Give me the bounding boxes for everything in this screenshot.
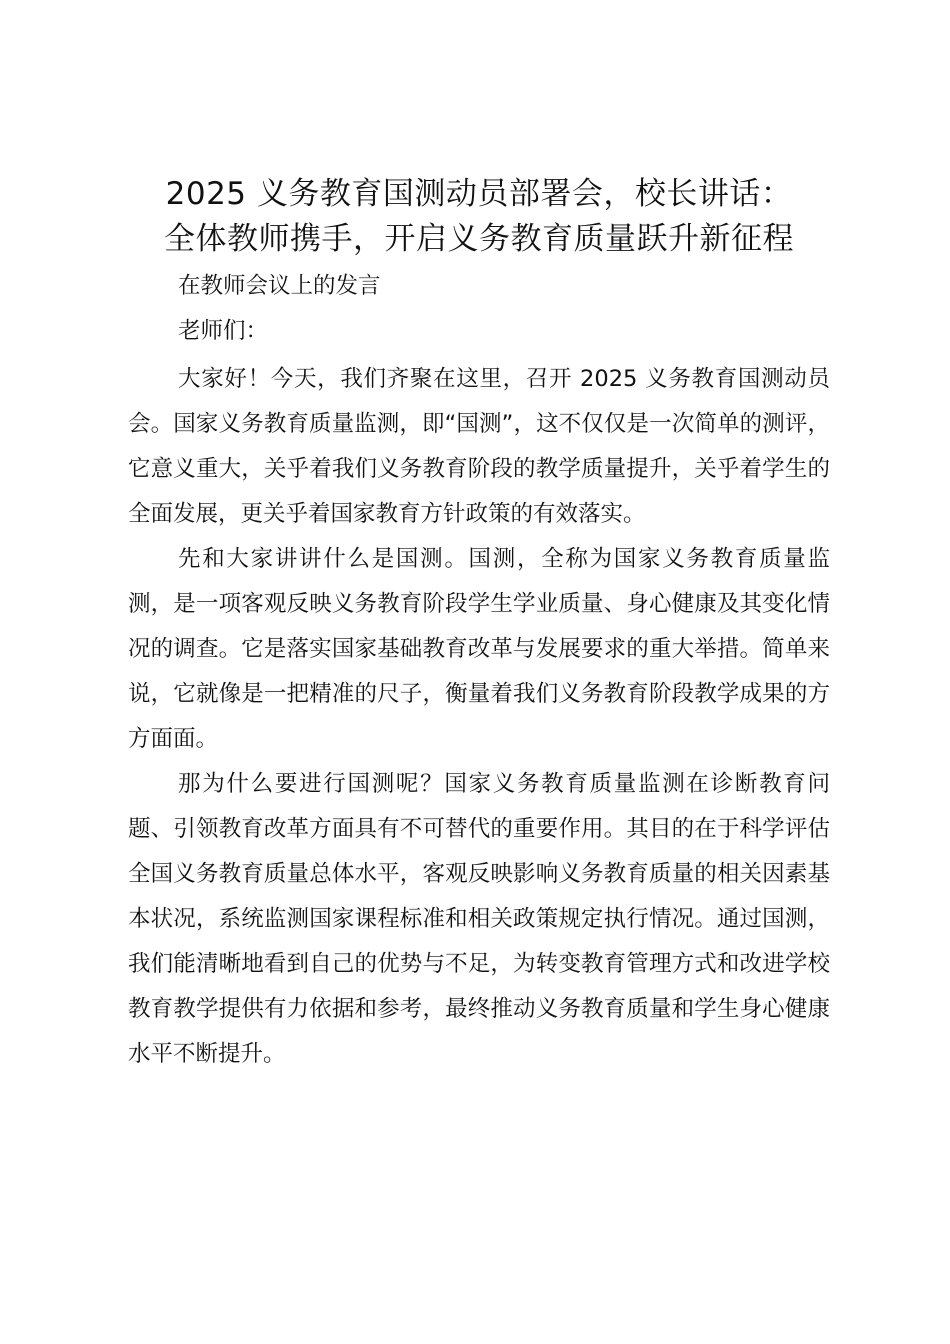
document-subtitle: 在教师会议上的发言 xyxy=(178,273,381,299)
paragraph-greeting: 大家好！今天，我们齐聚在这里，召开 2025 义务教育国测动员会。国家义务教育质量监测，即“国测”，这不仅仅是一次简单的测评，它意义重大，关乎着我们义务教育阶段的教学质量提升，关乎着学生的全面发展，更关乎着国家教育方针政策的有效落实。 xyxy=(128,366,830,527)
title-line-2: 全体教师携手，开启义务教育质量跃升新征程 xyxy=(164,221,794,257)
paragraph-what-is-guoce: 先和大家讲讲什么是国测。国测，全称为国家义务教育质量监测，是一项客观反映义务教育阶段学生学业质量、身心健康及其变化情况的调查。它是落实国家基础教育改革与发展要求的重大举措。简单来说，它就像是一把精准的尺子，衡量着我们义务教育阶段教学成果的方方面面。 xyxy=(128,546,830,752)
paragraph-why-guoce: 那为什么要进行国测呢？国家义务教育质量监测在诊断教育问题、引领教育改革方面具有不可替代的重要作用。其目的在于科学评估全国义务教育质量总体水平，客观反映影响义务教育质量的相关因素基本状况，系统监测国家课程标准和相关政策规定执行情况。通过国测，我们能清晰地看到自己的优势与不足，为转变教育管理方式和改进学校教育教学提供有力依据和参考，最终推动义务教育质量和学生身心健康水平不断提升。 xyxy=(128,771,830,1067)
salutation: 老师们： xyxy=(178,318,269,344)
document-title xyxy=(128,172,830,262)
document-body xyxy=(128,172,830,1077)
title-line-1: 2025 义务教育国测动员部署会，校长讲话： xyxy=(165,176,793,212)
